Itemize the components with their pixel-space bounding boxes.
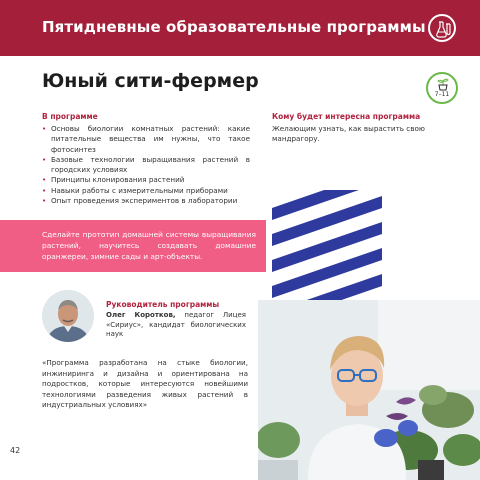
banner-text: Сделайте прототип домашней системы выращивания растений, научитесь создавать домашние оранжереи, зимние сады и арт-объекты. [42, 230, 256, 261]
lab-flask-icon [428, 14, 456, 42]
list-item: • Основы биологии комнатных растений: какие питательные вещества им нужны, что такое фотосинтез [42, 124, 250, 155]
leader-heading: Руководитель программы [106, 300, 220, 309]
leader-name: Олег Коротков, [106, 311, 176, 319]
audience-heading: Кому будет интересна программа [272, 112, 421, 121]
leader-text [106, 311, 246, 340]
list-item: • Базовые технологии выращивания растений в городских условиях [42, 155, 250, 176]
age-label: 7–11 [434, 91, 450, 98]
avatar [42, 290, 94, 342]
plant-pot-icon [436, 77, 450, 91]
list-item: • Навыки работы с измерительными приборами [42, 186, 250, 196]
audience-text: Желающим узнать, как вырастить свою мандрагору. [272, 124, 425, 143]
page-header [0, 0, 480, 56]
program-list [42, 124, 250, 206]
list-item: • Принципы клонирования растений [42, 175, 250, 185]
photo-child-with-plants [258, 300, 480, 480]
age-badge [426, 72, 458, 104]
page-title: Юный сити-фермер [42, 70, 259, 92]
leader-description: педагог Лицея «Сириус», кандидат биологических наук [106, 311, 246, 338]
header-title: Пятидневные образовательные программы [42, 18, 426, 36]
program-quote: «Программа разработана на стыке биологии, инжиниринга и дизайна и ориентирована на подростков, которые интересуются новейшими технологиями разведения живых растений в индустриальных условиях» [42, 358, 248, 410]
program-heading: В программе [42, 112, 98, 121]
page-number: 42 [10, 446, 21, 455]
list-item: • Опыт проведения экспериментов в лаборатории [42, 196, 250, 206]
